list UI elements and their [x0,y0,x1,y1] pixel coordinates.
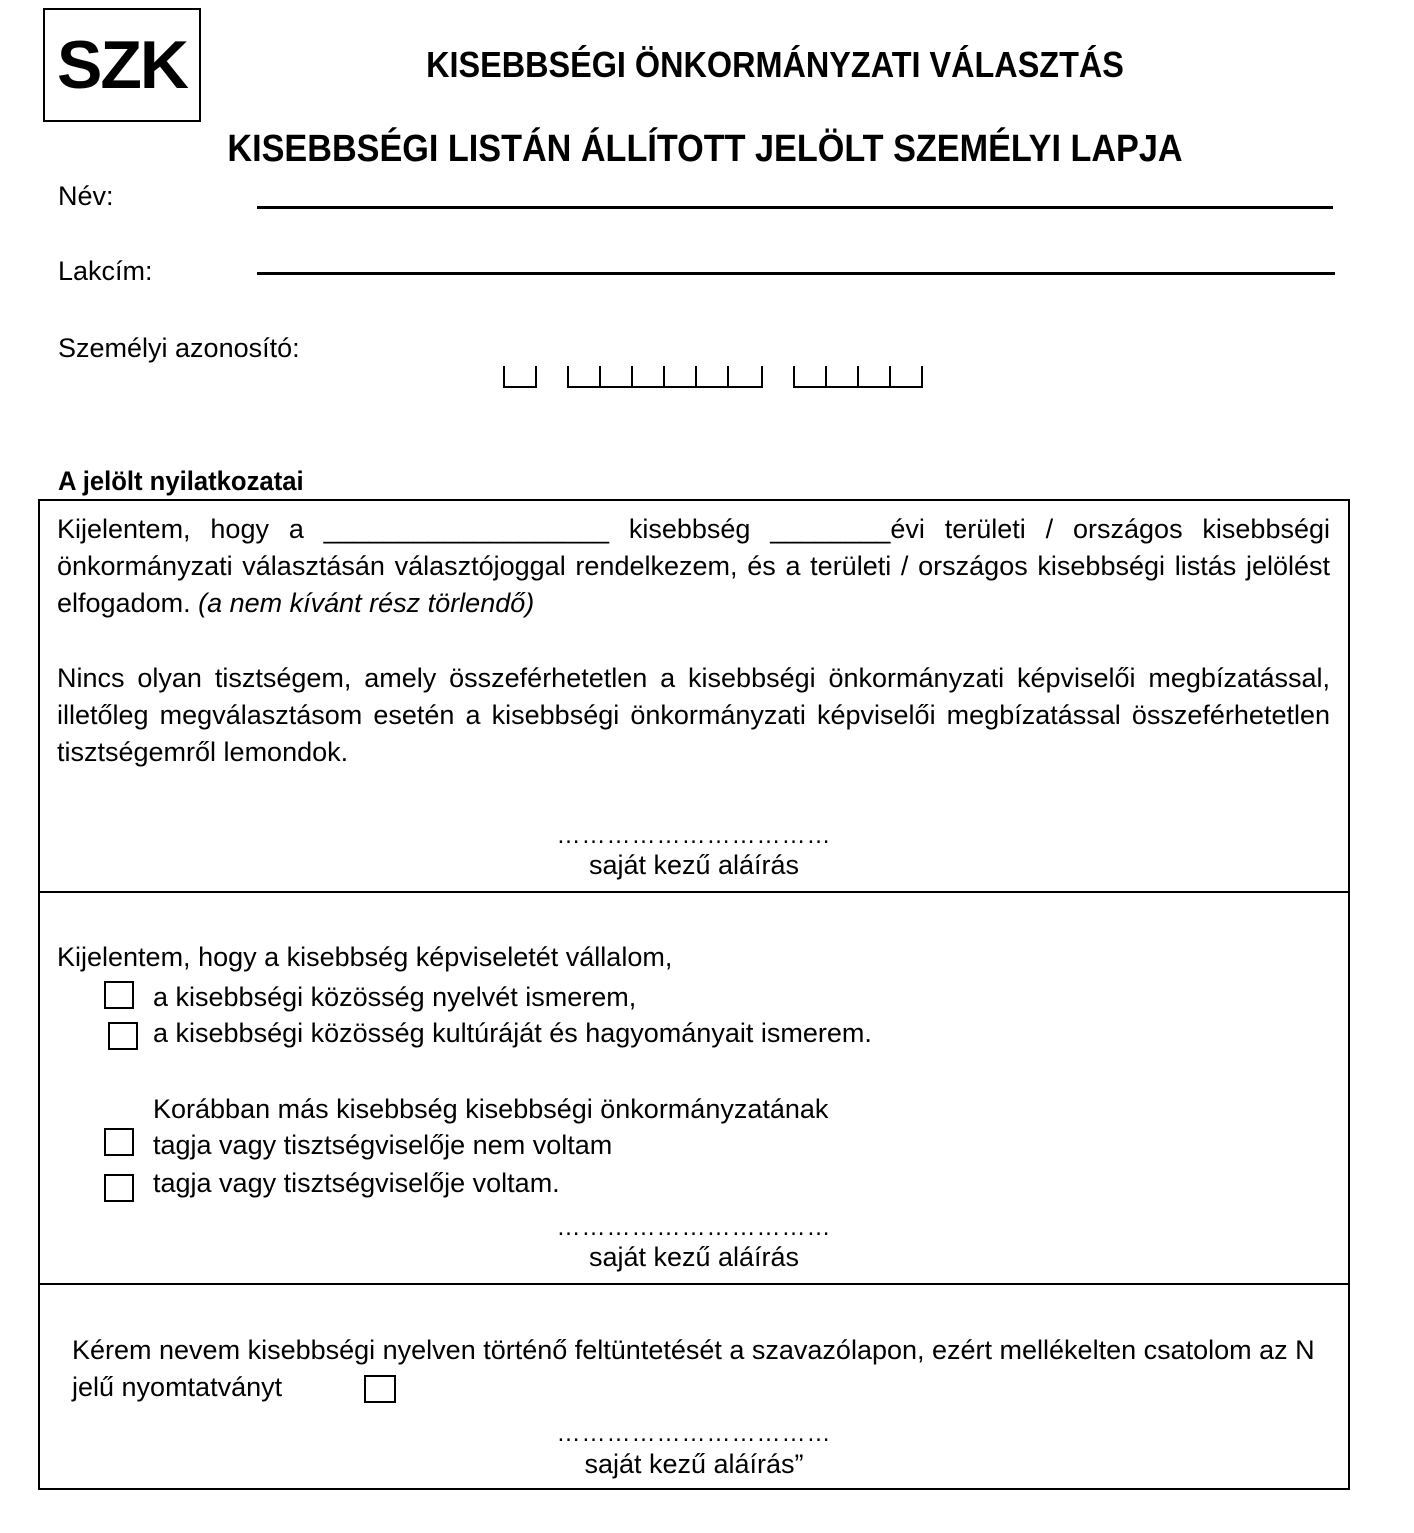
form-code-box [43,8,201,122]
eligibility-statement [57,511,1330,622]
language-option-label: a kisebbségi közösség nyelvét ismerem, [153,982,637,1012]
personal-id-group-1[interactable] [503,366,537,388]
personal-id-label: Személyi azonosító: [58,333,300,363]
member-option-label: tagja vagy tisztségviselője voltam. [153,1168,560,1198]
eligibility-text: Kijelentem, hogy a ___________________ kisebbség ________évi területi / országos kisebbségi önkormányzati választásán választójoggal rendelkezem, és a területi / országos kisebbségi listás jelölést elfogadom. [57,514,1330,618]
signature-caption: saját kezű aláírás [588,1242,800,1272]
signature-line[interactable]: …………………………… [556,1214,832,1241]
name-request-line-1: Kérem nevem kisebbségi nyelven történő feltüntetését a szavazólapon, ezért mellékelten csatolom az N [72,1335,1315,1365]
section-divider [38,1283,1350,1285]
form-code: SZK [57,27,187,103]
name-request-line-2: jelű nyomtatványt [72,1372,283,1402]
incompatibility-statement: Nincs olyan tisztségem, amely összeférhetetlen a kisebbségi önkormányzati képviselői megbízatással, illetőleg megválasztásom esetén a kisebbségi önkormányzati képviselői megbízatással összeférhetetlen tisztségemről lemondok. [57,663,1330,767]
member-checkbox[interactable] [104,1174,134,1202]
signature-caption: saját kezű aláírás [588,850,800,880]
personal-id-group-3[interactable] [793,366,923,388]
signature-line[interactable]: …………………………… [556,822,832,849]
deletion-note: (a nem kívánt rész törlendő) [198,588,535,618]
section-divider [38,891,1350,893]
form-subtitle: KISEBBSÉGI LISTÁN ÁLLÍTOTT JELÖLT SZEMÉLYI LAPJA [227,128,1183,170]
signature-caption: saját kezű aláírás” [584,1449,804,1479]
previous-membership-intro: Korábban más kisebbség kisebbségi önkormányzatának [153,1094,829,1124]
culture-checkbox[interactable] [108,1022,138,1050]
address-label: Lakcím: [58,256,153,286]
representation-intro: Kijelentem, hogy a kisebbség képviseletét vállalom, [57,942,673,972]
form-title: KISEBBSÉGI ÖNKORMÁNYZATI VÁLASZTÁS [426,44,1124,85]
not-member-checkbox[interactable] [104,1128,134,1156]
culture-option-label: a kisebbségi közösség kultúráját és hagyományait ismerem. [153,1018,872,1048]
address-field[interactable] [257,272,1335,275]
not-member-option-label: tagja vagy tisztségviselője nem voltam [153,1130,613,1160]
declarations-heading: A jelölt nyilatkozatai [58,466,304,496]
name-label: Név: [58,181,114,211]
language-checkbox[interactable] [104,981,134,1009]
name-field[interactable] [257,206,1333,209]
signature-line[interactable]: …………………………… [556,1420,832,1447]
name-request-checkbox[interactable] [364,1375,396,1403]
personal-id-group-2[interactable] [567,366,763,388]
